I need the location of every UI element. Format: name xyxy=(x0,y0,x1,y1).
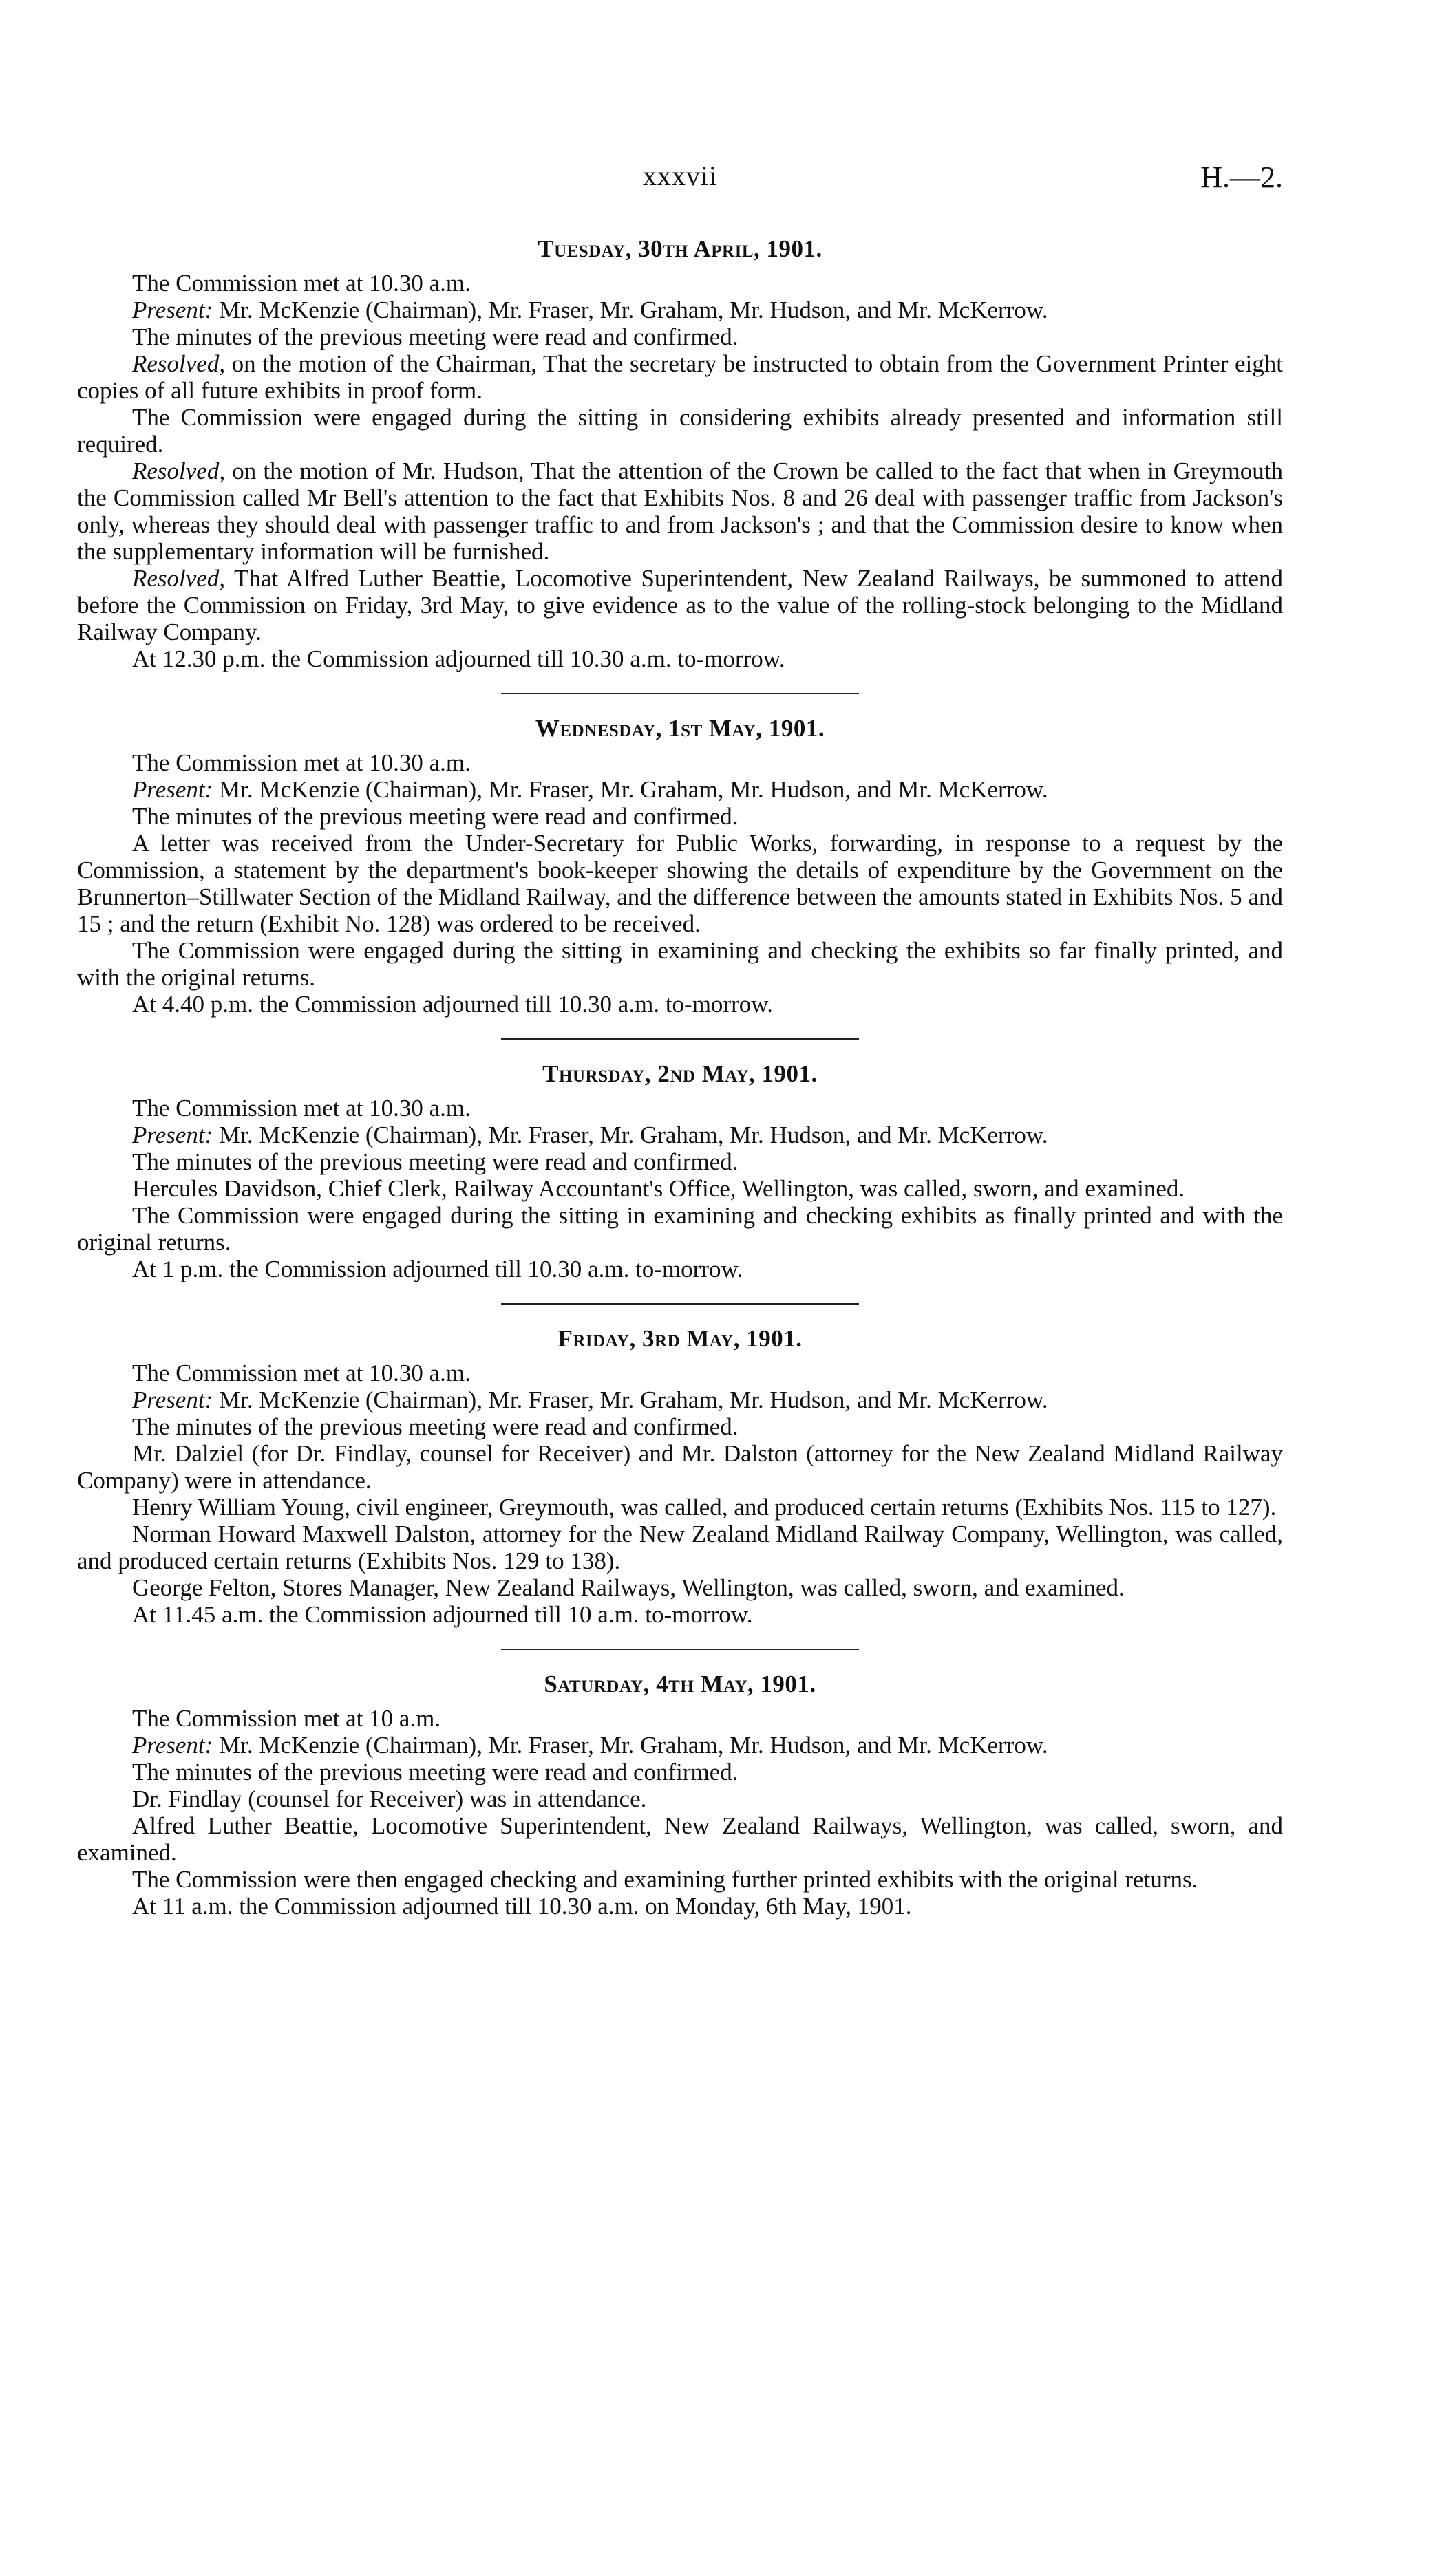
page-number: xxxvii xyxy=(642,160,718,191)
paragraph xyxy=(77,1440,1283,1494)
paragraph-text: At 4.40 p.m. the Commission adjourned till 10.30 a.m. to-morrow. xyxy=(132,991,773,1018)
minutes-body xyxy=(77,235,1283,1920)
paragraph-lead: Resolved, xyxy=(132,458,226,484)
paragraph xyxy=(77,1601,1283,1628)
paragraph-text: The Commission were engaged during the sitting in considering exhibits already presented and information still required. xyxy=(77,404,1283,458)
paragraph xyxy=(77,270,1283,297)
section-divider xyxy=(501,693,859,694)
paragraph-text: George Felton, Stores Manager, New Zealand Railways, Wellington, was called, sworn, and examined. xyxy=(132,1574,1125,1601)
paragraph xyxy=(77,645,1283,672)
section-heading: Wednesday, 1st May, 1901. xyxy=(535,715,825,742)
paragraph xyxy=(77,1413,1283,1440)
paragraph xyxy=(77,991,1283,1018)
paragraph-text: on the motion of the Chairman, That the secretary be instructed to obtain from the Government Printer eight copies of all future exhibits in proof form. xyxy=(77,350,1283,404)
paragraph xyxy=(77,1521,1283,1574)
paragraph xyxy=(77,1095,1283,1121)
minutes-section-wednesday xyxy=(77,715,1283,1018)
paragraph-lead: Present: xyxy=(132,1732,213,1759)
paragraph xyxy=(77,749,1283,776)
paragraph xyxy=(77,1148,1283,1175)
paragraph-lead: Present: xyxy=(132,776,213,803)
section-divider xyxy=(501,1649,859,1650)
paragraph-text: That Alfred Luther Beattie, Locomotive Superintendent, New Zealand Railways, be summoned to attend before the Commission on Friday, 3rd May, to give evidence as to the value of the rolling-stock belonging to the Midland Railway Company. xyxy=(77,565,1283,645)
minutes-section-thursday xyxy=(77,1060,1283,1282)
paragraph-text: The minutes of the previous meeting were read and confirmed. xyxy=(132,323,739,350)
paragraph-text: At 11.45 a.m. the Commission adjourned till 10 a.m. to-morrow. xyxy=(132,1601,753,1628)
paragraph-lead: Present: xyxy=(132,1386,213,1413)
paragraph xyxy=(77,1360,1283,1386)
minutes-section-saturday xyxy=(77,1671,1283,1920)
paragraph xyxy=(77,803,1283,830)
paragraph-text: The minutes of the previous meeting were read and confirmed. xyxy=(132,803,739,830)
paragraph xyxy=(77,1202,1283,1256)
paragraph xyxy=(77,830,1283,937)
section-heading: Thursday, 2nd May, 1901. xyxy=(542,1060,818,1087)
paragraph-lead: Resolved, xyxy=(132,565,226,592)
paragraph xyxy=(77,1256,1283,1282)
paragraph xyxy=(77,1494,1283,1521)
paragraph-text: on the motion of Mr. Hudson, That the attention of the Crown be called to the fact that when in Greymouth the Commission called Mr Bell's attention to the fact that Exhibits Nos. 8 and 26 deal with passenger traffic from Jackson's only, whereas they should deal with passenger traffic to and from Jackson's ; and that the Commission desire to know when the supplementary information will be furnished. xyxy=(77,458,1283,565)
paragraph xyxy=(77,297,1283,323)
paragraph-lead: Resolved, xyxy=(132,350,226,377)
paragraph-text: Mr. McKenzie (Chairman), Mr. Fraser, Mr. Graham, Mr. Hudson, and Mr. McKerrow. xyxy=(213,1732,1048,1759)
paragraph xyxy=(77,1785,1283,1812)
paragraph-lead: Present: xyxy=(132,1121,213,1148)
paragraph-text: The minutes of the previous meeting were read and confirmed. xyxy=(132,1759,739,1785)
section-divider xyxy=(501,1303,859,1305)
paragraph xyxy=(77,937,1283,991)
paragraph-text: The Commission met at 10 a.m. xyxy=(132,1705,441,1732)
paragraph xyxy=(77,565,1283,645)
paragraph-text: Mr. Dalziel (for Dr. Findlay, counsel for Receiver) and Mr. Dalston (attorney for the New Zealand Midland Railway Company) were in attendance. xyxy=(77,1440,1283,1494)
paragraph-text: The Commission met at 10.30 a.m. xyxy=(132,1360,471,1386)
paragraph xyxy=(77,1732,1283,1759)
minutes-section-tuesday xyxy=(77,235,1283,672)
paragraph-text: The Commission were engaged during the sitting in examining and checking exhibits as finally printed and with the original returns. xyxy=(77,1202,1283,1256)
paragraph-text: Mr. McKenzie (Chairman), Mr. Fraser, Mr. Graham, Mr. Hudson, and Mr. McKerrow. xyxy=(213,776,1048,803)
paragraph-text: At 11 a.m. the Commission adjourned till 10.30 a.m. on Monday, 6th May, 1901. xyxy=(132,1893,912,1920)
paragraph-text: The Commission were engaged during the sitting in examining and checking the exhibits so far finally printed, and with the original returns. xyxy=(77,937,1283,991)
paragraph-text: Hercules Davidson, Chief Clerk, Railway Accountant's Office, Wellington, was called, sworn, and examined. xyxy=(132,1175,1185,1202)
paragraph-text: A letter was received from the Under-Secretary for Public Works, forwarding, in response to a request by the Commission, a statement by the department's book-keeper showing the details of expenditure by the Government on the Brunnerton–Stillwater Section of the Midland Railway, and the difference between the amounts stated in Exhibits Nos. 5 and 15 ; and the return (Exhibit No. 128) was ordered to be received. xyxy=(77,830,1283,937)
paragraph-text: Dr. Findlay (counsel for Receiver) was in attendance. xyxy=(132,1785,647,1812)
paragraph xyxy=(77,1386,1283,1413)
section-divider xyxy=(501,1038,859,1040)
document-reference: H.—2. xyxy=(1200,160,1283,194)
minutes-section-friday xyxy=(77,1325,1283,1628)
paragraph xyxy=(77,458,1283,565)
paragraph-text: Mr. McKenzie (Chairman), Mr. Fraser, Mr. Graham, Mr. Hudson, and Mr. McKerrow. xyxy=(213,297,1048,323)
section-heading: Saturday, 4th May, 1901. xyxy=(544,1671,816,1697)
paragraph xyxy=(77,776,1283,803)
paragraph-text: The Commission met at 10.30 a.m. xyxy=(132,1095,471,1121)
paragraph xyxy=(77,1759,1283,1785)
paragraph-text: The minutes of the previous meeting were read and confirmed. xyxy=(132,1413,739,1440)
paragraph xyxy=(77,1866,1283,1893)
section-heading: Friday, 3rd May, 1901. xyxy=(557,1325,803,1352)
paragraph-lead: Present: xyxy=(132,297,213,323)
paragraph-text: The Commission were then engaged checking and examining further printed exhibits with the original returns. xyxy=(132,1866,1198,1893)
paragraph-text: At 12.30 p.m. the Commission adjourned till 10.30 a.m. to-morrow. xyxy=(132,645,785,672)
paragraph xyxy=(77,350,1283,404)
paragraph xyxy=(77,1812,1283,1866)
paragraph xyxy=(77,323,1283,350)
paragraph xyxy=(77,1175,1283,1202)
paragraph-text: The Commission met at 10.30 a.m. xyxy=(132,749,471,776)
paragraph-text: Alfred Luther Beattie, Locomotive Superintendent, New Zealand Railways, Wellington, was called, sworn, and examined. xyxy=(77,1812,1283,1866)
paragraph xyxy=(77,1574,1283,1601)
paragraph-text: Norman Howard Maxwell Dalston, attorney for the New Zealand Midland Railway Company, Wellington, was called, and produced certain returns (Exhibits Nos. 129 to 138). xyxy=(77,1521,1283,1574)
document-page xyxy=(77,0,1283,2576)
section-heading: Tuesday, 30th April, 1901. xyxy=(538,235,822,262)
paragraph-text: Mr. McKenzie (Chairman), Mr. Fraser, Mr. Graham, Mr. Hudson, and Mr. McKerrow. xyxy=(213,1121,1048,1148)
paragraph-text: The minutes of the previous meeting were read and confirmed. xyxy=(132,1148,739,1175)
paragraph xyxy=(77,404,1283,458)
paragraph-text: The Commission met at 10.30 a.m. xyxy=(132,270,471,297)
paragraph xyxy=(77,1121,1283,1148)
paragraph-text: Mr. McKenzie (Chairman), Mr. Fraser, Mr. Graham, Mr. Hudson, and Mr. McKerrow. xyxy=(213,1386,1048,1413)
page-header xyxy=(77,160,1283,201)
paragraph xyxy=(77,1705,1283,1732)
paragraph-text: At 1 p.m. the Commission adjourned till 10.30 a.m. to-morrow. xyxy=(132,1256,743,1282)
paragraph-text: Henry William Young, civil engineer, Greymouth, was called, and produced certain returns (Exhibits Nos. 115 to 127). xyxy=(132,1494,1277,1521)
paragraph xyxy=(77,1893,1283,1920)
